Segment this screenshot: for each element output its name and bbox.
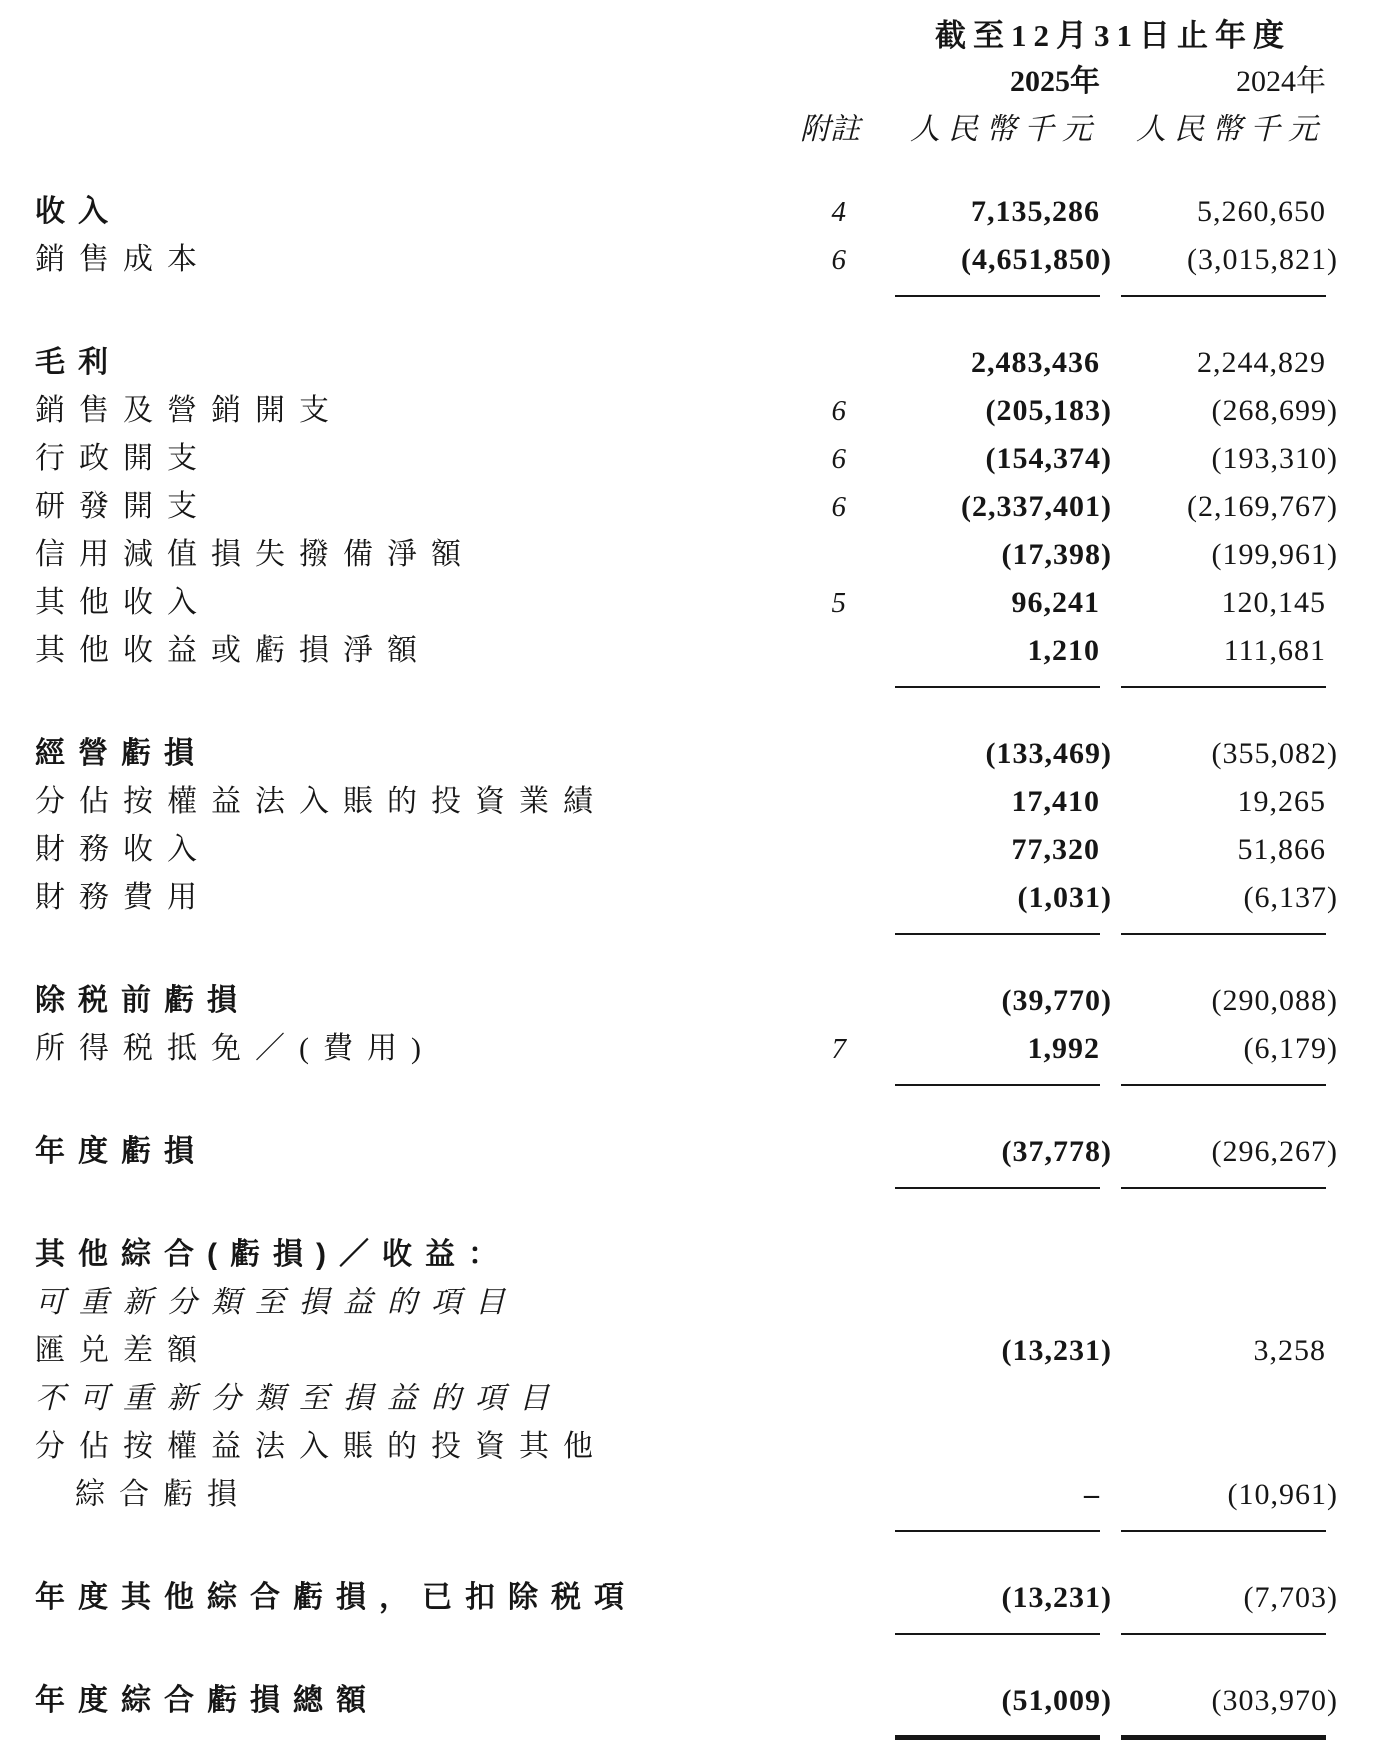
table-row (35, 1576, 1338, 1635)
table-row (35, 581, 1326, 629)
unit-2024-cell (1100, 108, 1326, 156)
note-header: 附註 (800, 113, 860, 146)
table-row (35, 1027, 1338, 1086)
row-note: 4 (831, 196, 846, 228)
row-note: 5 (831, 587, 846, 619)
row-note: 7 (831, 1033, 846, 1065)
row-label: 可重新分類至損益的項目 (35, 1286, 519, 1319)
value-2024: (3,015,821) (1100, 238, 1326, 297)
value-2025: 77,320 (1011, 833, 1100, 866)
row-label: 研發開支 (35, 490, 211, 523)
table-row (35, 828, 1326, 876)
year-2024-header: 2024年 (1236, 65, 1326, 98)
value-2024: 2,244,829 (1197, 346, 1326, 379)
row-label: 行政開支 (35, 442, 211, 475)
period-header: 截至12月31日止年度 (935, 18, 1291, 53)
value-2024: (296,267) (1100, 1130, 1326, 1189)
value-2024: (199,961) (1211, 538, 1338, 571)
table-row (35, 780, 1326, 828)
value-2025: 1,992 (860, 1027, 1100, 1086)
value-2024 (1100, 1382, 1326, 1425)
value-2024: (10,961) (1100, 1473, 1326, 1532)
table-row (35, 979, 1338, 1027)
table-row (35, 437, 1338, 485)
value-2025 (860, 1430, 1100, 1473)
value-2025: (51,009) (860, 1679, 1100, 1740)
value-2024: 5,260,650 (1197, 195, 1326, 228)
row-label: 年度綜合虧損總額 (35, 1684, 379, 1717)
row-label: 毛利 (35, 346, 121, 379)
currency-unit-2025: 人民幣千元 (910, 113, 1100, 146)
table-row (35, 1377, 1326, 1425)
table-row (35, 389, 1338, 437)
value-2024: (268,699) (1211, 394, 1338, 427)
row-label: 分佔按權益法入賬的投資其他 (35, 1430, 607, 1463)
row-label: 財務費用 (35, 881, 211, 914)
value-2024: (6,179) (1100, 1027, 1326, 1086)
row-label: 信用減值損失撥備淨額 (35, 538, 475, 571)
table-row (35, 1679, 1338, 1740)
table-row (35, 1473, 1338, 1532)
value-2024: 19,265 (1237, 785, 1326, 818)
table-row (35, 341, 1326, 389)
row-note: 6 (831, 395, 846, 427)
table-row (35, 1130, 1338, 1189)
row-label: 年度虧損 (35, 1135, 207, 1168)
row-label: 經營虧損 (35, 737, 207, 770)
value-2025: 96,241 (1011, 586, 1100, 619)
value-2025: (4,651,850) (860, 238, 1100, 297)
value-2025 (860, 1286, 1100, 1329)
value-2025: – (860, 1473, 1100, 1532)
value-2024 (1100, 1286, 1326, 1329)
value-2025: (2,337,401) (961, 490, 1112, 523)
table-row (35, 533, 1338, 581)
value-2024: (7,703) (1100, 1576, 1326, 1635)
value-2025 (860, 1382, 1100, 1425)
value-2025: (13,231) (1001, 1334, 1112, 1367)
table-row (35, 1329, 1326, 1377)
unit-header-row (35, 108, 1326, 156)
table-row (35, 1425, 1326, 1473)
table-row (35, 238, 1338, 297)
value-2025: (37,778) (860, 1130, 1100, 1189)
period-header-row (35, 12, 1326, 60)
value-2024: 111,681 (1100, 629, 1326, 688)
value-2025: (39,770) (1001, 984, 1112, 1017)
value-2025: (154,374) (985, 442, 1112, 475)
year-2025-header: 2025年 (1010, 65, 1100, 98)
value-2024: (303,970) (1100, 1679, 1326, 1740)
row-label: 綜合虧損 (75, 1478, 251, 1511)
row-note: 6 (831, 244, 846, 276)
value-2024: 3,258 (1253, 1334, 1326, 1367)
value-2025: 1,210 (860, 629, 1100, 688)
row-label: 匯兑差額 (35, 1334, 211, 1367)
row-label: 其他綜合(虧損)／收益： (35, 1238, 511, 1271)
year-2025-cell (860, 60, 1100, 108)
table-row (35, 1233, 1326, 1281)
value-2025: (133,469) (985, 737, 1112, 770)
row-note: 6 (831, 491, 846, 523)
value-2024: (193,310) (1211, 442, 1338, 475)
row-label: 其他收益或虧損淨額 (35, 634, 431, 667)
row-label: 其他收入 (35, 586, 211, 619)
table-row (35, 485, 1338, 533)
row-label: 銷售及營銷開支 (35, 394, 343, 427)
row-label: 財務收入 (35, 833, 211, 866)
unit-2025-cell (860, 108, 1100, 156)
value-2025: (13,231) (860, 1576, 1100, 1635)
currency-unit-2024: 人民幣千元 (1136, 113, 1326, 146)
value-2025: (1,031) (860, 876, 1100, 935)
table-row (35, 190, 1326, 238)
row-label: 分佔按權益法入賬的投資業績 (35, 785, 607, 818)
year-header-row (35, 60, 1326, 108)
value-2024: 51,866 (1237, 833, 1326, 866)
row-label: 年度其他綜合虧損，已扣除税項 (35, 1581, 637, 1614)
table-row (35, 1281, 1326, 1329)
row-label: 不可重新分類至損益的項目 (35, 1382, 563, 1415)
value-2025 (860, 1238, 1100, 1281)
year-2024-cell (1100, 60, 1326, 108)
value-2025: 7,135,286 (971, 195, 1100, 228)
statement-rows (35, 190, 1338, 1740)
value-2024: (290,088) (1211, 984, 1338, 1017)
value-2025: (205,183) (985, 394, 1112, 427)
table-row (35, 732, 1338, 780)
value-2024: (6,137) (1100, 876, 1326, 935)
row-label: 銷售成本 (35, 243, 211, 276)
value-2024: (2,169,767) (1187, 490, 1338, 523)
row-note: 6 (831, 443, 846, 475)
table-row (35, 629, 1326, 688)
table-row (35, 876, 1338, 935)
value-2024: (355,082) (1211, 737, 1338, 770)
value-2024: 120,145 (1221, 586, 1326, 619)
value-2025: 17,410 (1011, 785, 1100, 818)
row-label: 所得税抵免／(費用) (35, 1032, 435, 1065)
value-2025: 2,483,436 (971, 346, 1100, 379)
value-2024 (1100, 1430, 1326, 1473)
value-2025: (17,398) (1001, 538, 1112, 571)
row-label: 除税前虧損 (35, 984, 250, 1017)
value-2024 (1100, 1238, 1326, 1281)
row-label: 收入 (35, 195, 121, 228)
